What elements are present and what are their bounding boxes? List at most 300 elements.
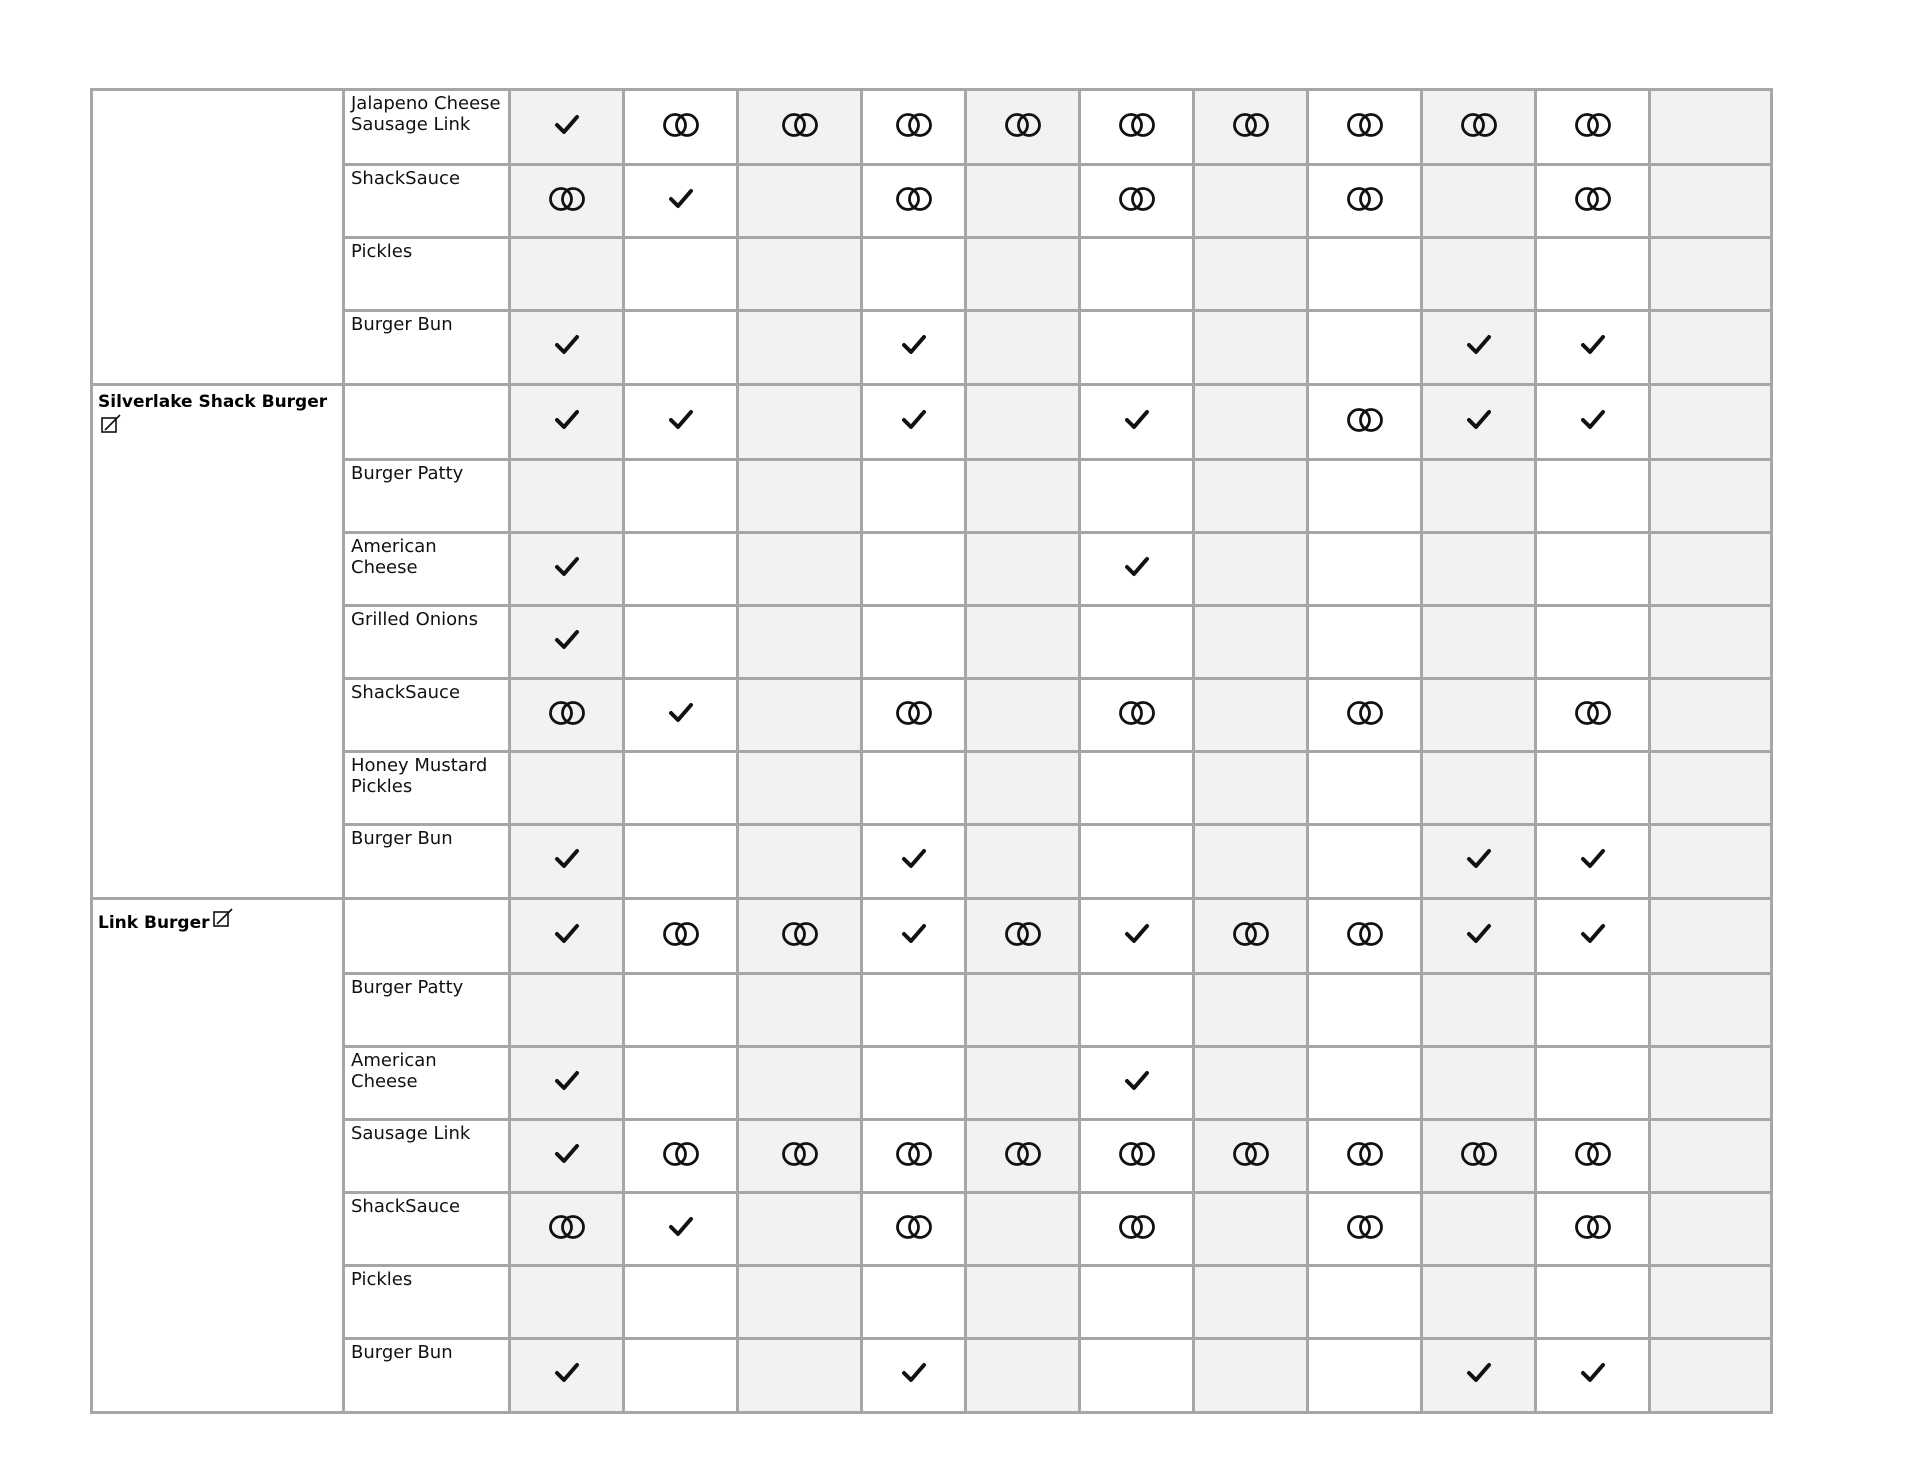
allergen-cell [862, 310, 966, 385]
ingredient-name: Pickles [344, 237, 510, 310]
allergen-cell [1194, 237, 1308, 310]
allergen-cell [1194, 532, 1308, 605]
double-circle-icon [1571, 108, 1615, 142]
allergen-cell [510, 824, 624, 899]
check-icon [545, 403, 589, 437]
allergen-cell [966, 1338, 1080, 1413]
allergen-cell [1308, 973, 1422, 1046]
allergen-cell [1422, 824, 1536, 899]
edit-icon[interactable] [100, 412, 124, 441]
allergen-cell [1536, 605, 1650, 678]
double-circle-icon [545, 696, 589, 730]
allergen-cell [1650, 310, 1772, 385]
allergen-cell [1080, 899, 1194, 974]
table-row [92, 385, 1772, 460]
double-circle-icon [1571, 1137, 1615, 1171]
check-icon [1571, 1356, 1615, 1390]
check-icon [545, 1064, 589, 1098]
allergen-cell [510, 1338, 624, 1413]
allergen-cell [1308, 899, 1422, 974]
double-circle-icon [1001, 917, 1045, 951]
double-circle-icon [659, 1137, 703, 1171]
menu-item-cell [92, 605, 344, 678]
allergen-cell [510, 1192, 624, 1265]
allergen-cell [1422, 310, 1536, 385]
allergen-cell [1194, 90, 1308, 165]
double-circle-icon [892, 1210, 936, 1244]
allergen-cell [1650, 824, 1772, 899]
allergen-cell [966, 1046, 1080, 1119]
allergen-cell [624, 678, 738, 751]
check-icon [892, 1356, 936, 1390]
menu-item-cell [92, 1192, 344, 1265]
allergen-cell [510, 532, 624, 605]
allergen-cell [624, 751, 738, 824]
allergen-cell [738, 459, 862, 532]
allergen-cell [510, 1119, 624, 1192]
allergen-cell [624, 1192, 738, 1265]
table-row [92, 973, 1772, 1046]
allergen-cell [738, 899, 862, 974]
allergen-cell [1308, 1046, 1422, 1119]
allergen-cell [1080, 164, 1194, 237]
table-row [92, 899, 1772, 974]
allergen-cell [1080, 1338, 1194, 1413]
allergen-cell [1650, 164, 1772, 237]
allergen-cell [1194, 385, 1308, 460]
edit-icon[interactable] [212, 906, 236, 935]
allergen-cell [862, 1265, 966, 1338]
allergen-cell [966, 1119, 1080, 1192]
allergen-cell [1194, 1338, 1308, 1413]
allergen-cell [1080, 1046, 1194, 1119]
check-icon [892, 403, 936, 437]
allergen-cell [1422, 459, 1536, 532]
menu-item-cell [92, 824, 344, 899]
double-circle-icon [1115, 1137, 1159, 1171]
allergen-cell [510, 751, 624, 824]
allergen-cell [862, 1338, 966, 1413]
check-icon [545, 1356, 589, 1390]
allergen-cell [1650, 459, 1772, 532]
allergen-cell [1536, 1192, 1650, 1265]
allergen-cell [1308, 532, 1422, 605]
allergen-cell [862, 385, 966, 460]
check-icon [1457, 917, 1501, 951]
menu-item-cell [92, 1119, 344, 1192]
double-circle-icon [892, 696, 936, 730]
allergen-cell [738, 385, 862, 460]
check-icon [545, 623, 589, 657]
allergen-cell [966, 310, 1080, 385]
check-icon [892, 328, 936, 362]
menu-item-cell [92, 310, 344, 385]
menu-item-cell [92, 164, 344, 237]
allergen-cell [624, 385, 738, 460]
allergen-cell [1308, 385, 1422, 460]
allergen-cell [1080, 1192, 1194, 1265]
allergen-cell [1194, 973, 1308, 1046]
double-circle-icon [778, 108, 822, 142]
menu-item-cell [92, 1046, 344, 1119]
allergen-cell [1536, 1265, 1650, 1338]
allergen-cell [738, 1265, 862, 1338]
allergen-cell [1194, 605, 1308, 678]
double-circle-icon [545, 1210, 589, 1244]
allergen-cell [1194, 1119, 1308, 1192]
allergen-cell [1650, 532, 1772, 605]
allergen-cell [1536, 459, 1650, 532]
double-circle-icon [1115, 696, 1159, 730]
double-circle-icon [1343, 182, 1387, 216]
ingredient-name [344, 899, 510, 974]
allergen-cell [738, 973, 862, 1046]
ingredient-name: American Cheese [344, 532, 510, 605]
allergen-cell [1080, 751, 1194, 824]
ingredient-name: Burger Bun [344, 824, 510, 899]
ingredient-name: ShackSauce [344, 678, 510, 751]
allergen-cell [1194, 1046, 1308, 1119]
ingredient-name: Pickles [344, 1265, 510, 1338]
allergen-cell [738, 90, 862, 165]
allergen-cell [862, 532, 966, 605]
menu-item-cell [92, 90, 344, 165]
allergen-cell [862, 90, 966, 165]
allergen-cell [862, 678, 966, 751]
allergen-cell [1422, 90, 1536, 165]
allergen-cell [1536, 532, 1650, 605]
allergen-cell [1536, 310, 1650, 385]
allergen-cell [862, 1192, 966, 1265]
ingredient-name: American Cheese [344, 1046, 510, 1119]
allergen-cell [510, 973, 624, 1046]
check-icon [1115, 917, 1159, 951]
allergen-cell [1650, 385, 1772, 460]
table-row [92, 90, 1772, 165]
allergen-cell [738, 1192, 862, 1265]
allergen-cell [510, 678, 624, 751]
allergen-cell [862, 973, 966, 1046]
double-circle-icon [659, 917, 703, 951]
check-icon [545, 1137, 589, 1171]
check-icon [545, 842, 589, 876]
ingredient-name: Burger Patty [344, 973, 510, 1046]
allergen-cell [1536, 90, 1650, 165]
menu-item-cell [92, 678, 344, 751]
allergen-cell [1536, 824, 1650, 899]
double-circle-icon [1115, 1210, 1159, 1244]
table-row [92, 824, 1772, 899]
menu-item-cell [92, 751, 344, 824]
allergen-cell [624, 164, 738, 237]
double-circle-icon [892, 182, 936, 216]
allergen-cell [1194, 1265, 1308, 1338]
allergen-cell [1422, 973, 1536, 1046]
allergen-cell [1650, 1192, 1772, 1265]
ingredient-name: Sausage Link [344, 1119, 510, 1192]
table-row [92, 310, 1772, 385]
allergen-cell [1536, 1338, 1650, 1413]
check-icon [545, 328, 589, 362]
menu-item-label: Silverlake Shack Burger [98, 392, 328, 412]
allergen-cell [738, 1046, 862, 1119]
allergen-cell [1536, 678, 1650, 751]
allergen-cell [1308, 459, 1422, 532]
allergen-cell [1536, 1119, 1650, 1192]
double-circle-icon [1001, 1137, 1045, 1171]
allergen-cell [1194, 459, 1308, 532]
allergen-cell [1422, 532, 1536, 605]
allergen-cell [510, 310, 624, 385]
ingredient-name: Burger Patty [344, 459, 510, 532]
table-row [92, 459, 1772, 532]
table-row [92, 1192, 1772, 1265]
double-circle-icon [1115, 108, 1159, 142]
check-icon [545, 917, 589, 951]
double-circle-icon [1343, 1137, 1387, 1171]
double-circle-icon [1229, 1137, 1273, 1171]
check-icon [1457, 403, 1501, 437]
menu-item-name [92, 385, 344, 460]
check-icon [659, 696, 703, 730]
table-row [92, 237, 1772, 310]
allergen-cell [966, 1265, 1080, 1338]
double-circle-icon [659, 108, 703, 142]
allergen-cell [624, 532, 738, 605]
allergen-cell [1080, 973, 1194, 1046]
ingredient-name: Burger Bun [344, 310, 510, 385]
double-circle-icon [1001, 108, 1045, 142]
check-icon [1457, 1356, 1501, 1390]
check-icon [1115, 550, 1159, 584]
allergen-cell [738, 237, 862, 310]
allergen-cell [738, 824, 862, 899]
table-row [92, 1265, 1772, 1338]
double-circle-icon [1571, 696, 1615, 730]
allergen-cell [862, 237, 966, 310]
ingredient-name [344, 385, 510, 460]
allergen-cell [862, 751, 966, 824]
allergen-cell [1536, 164, 1650, 237]
double-circle-icon [892, 1137, 936, 1171]
allergen-cell [624, 90, 738, 165]
double-circle-icon [1571, 182, 1615, 216]
allergen-cell [862, 899, 966, 974]
double-circle-icon [778, 917, 822, 951]
allergen-cell [1422, 751, 1536, 824]
allergen-cell [1194, 678, 1308, 751]
menu-item-cell [92, 1338, 344, 1413]
allergen-cell [510, 605, 624, 678]
ingredient-name: Honey Mustard Pickles [344, 751, 510, 824]
ingredient-name: ShackSauce [344, 164, 510, 237]
allergen-table [90, 88, 1773, 1414]
table-row [92, 164, 1772, 237]
allergen-cell [1650, 678, 1772, 751]
allergen-cell [966, 605, 1080, 678]
allergen-cell [1308, 751, 1422, 824]
table-row [92, 1338, 1772, 1413]
allergen-cell [1422, 1338, 1536, 1413]
double-circle-icon [1571, 1210, 1615, 1244]
allergen-cell [738, 1338, 862, 1413]
allergen-cell [1650, 1265, 1772, 1338]
allergen-cell [1308, 605, 1422, 678]
allergen-cell [1308, 237, 1422, 310]
allergen-cell [624, 310, 738, 385]
allergen-cell [510, 90, 624, 165]
allergen-cell [738, 605, 862, 678]
ingredient-name: ShackSauce [344, 1192, 510, 1265]
allergen-cell [1422, 899, 1536, 974]
allergen-cell [624, 824, 738, 899]
double-circle-icon [1343, 403, 1387, 437]
ingredient-name: Jalapeno Cheese Sausage Link [344, 90, 510, 165]
allergen-cell [1080, 385, 1194, 460]
allergen-cell [738, 1119, 862, 1192]
table-row [92, 678, 1772, 751]
allergen-cell [510, 1265, 624, 1338]
ingredient-name: Burger Bun [344, 1338, 510, 1413]
allergen-cell [738, 310, 862, 385]
allergen-cell [1650, 899, 1772, 974]
check-icon [1115, 1064, 1159, 1098]
allergen-cell [862, 459, 966, 532]
allergen-cell [1080, 824, 1194, 899]
allergen-cell [966, 237, 1080, 310]
allergen-cell [1308, 310, 1422, 385]
allergen-cell [1080, 1119, 1194, 1192]
allergen-cell [966, 532, 1080, 605]
allergen-cell [1650, 1338, 1772, 1413]
check-icon [892, 842, 936, 876]
allergen-cell [1422, 678, 1536, 751]
menu-item-cell [92, 237, 344, 310]
allergen-cell [1536, 385, 1650, 460]
allergen-cell [1650, 237, 1772, 310]
check-icon [1571, 328, 1615, 362]
allergen-cell [1194, 164, 1308, 237]
menu-item-cell [92, 1265, 344, 1338]
allergen-cell [966, 385, 1080, 460]
double-circle-icon [1343, 108, 1387, 142]
allergen-cell [1194, 824, 1308, 899]
allergen-cell [1080, 237, 1194, 310]
allergen-cell [1080, 310, 1194, 385]
allergen-cell [1308, 1265, 1422, 1338]
check-icon [1457, 328, 1501, 362]
allergen-cell [1194, 1192, 1308, 1265]
table-row [92, 1119, 1772, 1192]
allergen-cell [738, 164, 862, 237]
check-icon [1457, 842, 1501, 876]
check-icon [545, 108, 589, 142]
allergen-cell [1080, 532, 1194, 605]
allergen-cell [1650, 973, 1772, 1046]
allergen-cell [624, 1119, 738, 1192]
allergen-cell [510, 237, 624, 310]
check-icon [659, 1210, 703, 1244]
double-circle-icon [1343, 696, 1387, 730]
allergen-cell [966, 824, 1080, 899]
allergen-cell [1194, 310, 1308, 385]
allergen-cell [1308, 824, 1422, 899]
allergen-cell [1536, 751, 1650, 824]
allergen-cell [624, 899, 738, 974]
allergen-cell [1650, 1046, 1772, 1119]
allergen-cell [862, 164, 966, 237]
check-icon [1571, 917, 1615, 951]
allergen-cell [510, 1046, 624, 1119]
check-icon [892, 917, 936, 951]
table-row [92, 1046, 1772, 1119]
allergen-cell [510, 164, 624, 237]
double-circle-icon [1229, 108, 1273, 142]
allergen-cell [1308, 1119, 1422, 1192]
double-circle-icon [1229, 917, 1273, 951]
allergen-cell [624, 605, 738, 678]
allergen-cell [1308, 678, 1422, 751]
double-circle-icon [1457, 1137, 1501, 1171]
allergen-cell [1422, 164, 1536, 237]
allergen-cell [624, 1338, 738, 1413]
allergen-cell [1308, 1192, 1422, 1265]
ingredient-name: Grilled Onions [344, 605, 510, 678]
allergen-cell [966, 678, 1080, 751]
allergen-cell [510, 459, 624, 532]
allergen-cell [738, 532, 862, 605]
allergen-cell [966, 164, 1080, 237]
allergen-cell [1422, 605, 1536, 678]
table-row [92, 532, 1772, 605]
allergen-cell [1536, 1046, 1650, 1119]
allergen-cell [1536, 899, 1650, 974]
menu-item-cell [92, 532, 344, 605]
allergen-cell [1080, 678, 1194, 751]
allergen-cell [1422, 1265, 1536, 1338]
check-icon [659, 403, 703, 437]
allergen-cell [966, 751, 1080, 824]
allergen-cell [624, 1265, 738, 1338]
allergen-cell [624, 973, 738, 1046]
allergen-cell [1308, 164, 1422, 237]
allergen-cell [966, 459, 1080, 532]
allergen-cell [624, 237, 738, 310]
allergen-cell [510, 899, 624, 974]
allergen-cell [1080, 90, 1194, 165]
double-circle-icon [1457, 108, 1501, 142]
allergen-cell [1422, 1119, 1536, 1192]
menu-item-cell [92, 459, 344, 532]
allergen-cell [1422, 237, 1536, 310]
allergen-cell [1422, 1046, 1536, 1119]
menu-item-name [92, 899, 344, 974]
check-icon [1115, 403, 1159, 437]
allergen-cell [966, 1192, 1080, 1265]
double-circle-icon [545, 182, 589, 216]
allergen-cell [1650, 605, 1772, 678]
allergen-cell [1194, 899, 1308, 974]
allergen-cell [1650, 90, 1772, 165]
allergen-cell [738, 678, 862, 751]
allergen-cell [624, 1046, 738, 1119]
allergen-cell [1650, 1119, 1772, 1192]
double-circle-icon [1343, 917, 1387, 951]
allergen-cell [862, 1046, 966, 1119]
allergen-cell [1422, 1192, 1536, 1265]
allergen-cell [1536, 237, 1650, 310]
allergen-cell [1308, 90, 1422, 165]
